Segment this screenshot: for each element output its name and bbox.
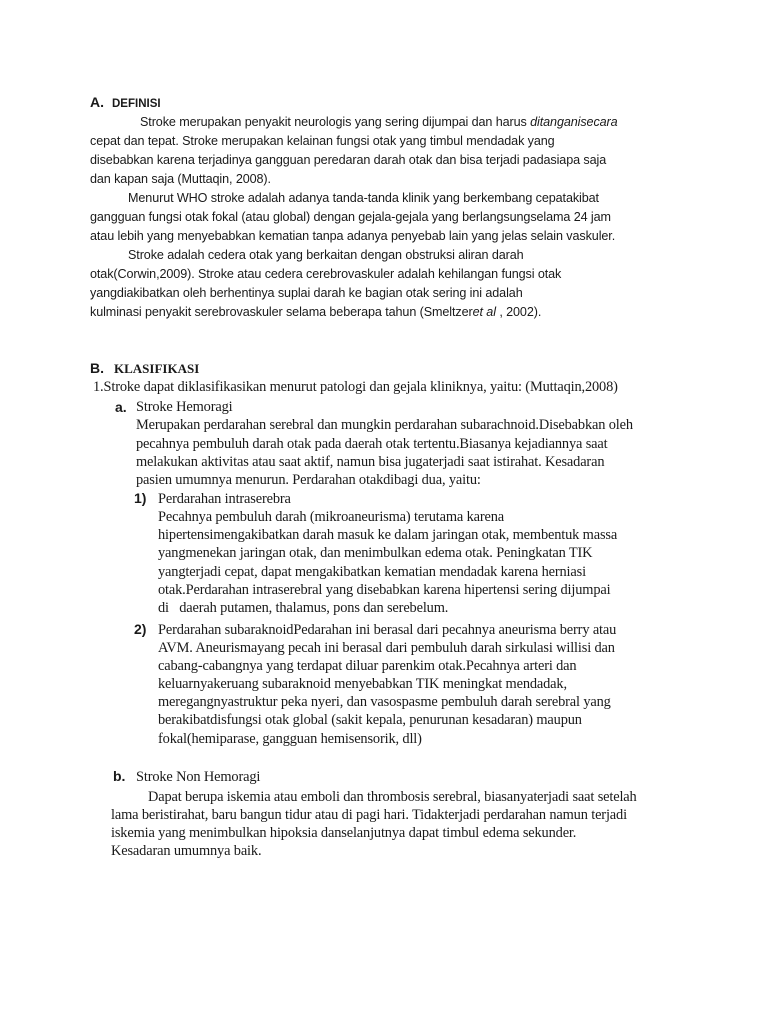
paragraph-line: otak.Perdarahan intraserebral yang disebabkan karena hipertensi sering dijumpai <box>158 582 611 598</box>
paragraph-line: di daerah putamen, thalamus, pons dan serebelum. <box>158 600 449 616</box>
classification-intro: 1.Stroke dapat diklasifikasikan menurut patologi dan gejala kliniknya, yaitu: (Muttaqin,2008) <box>93 379 618 395</box>
paragraph-line: Menurut WHO stroke adalah adanya tanda-tanda klinik yang berkembang cepatakibat <box>128 191 599 205</box>
item-b-heading <box>113 768 125 786</box>
paragraph-line: keluarnyakeruang subaraknoid menyebabkan TIK meningkat mendadak, <box>158 676 567 692</box>
paragraph-line: cabang-cabangnya yang terdapat diluar parenkim otak.Pecahnya arteri dan <box>158 658 577 674</box>
paragraph-line: melakukan aktivitas atau saat aktif, namun bisa jugaterjadi saat istirahat. Kesadaran <box>136 454 605 470</box>
section-b-letter: B. <box>90 360 104 376</box>
paragraph-line: atau lebih yang menyebabkan kematian tanpa adanya penyebab lain yang jelas selain vaskuler. <box>90 229 616 243</box>
text-run: Stroke merupakan penyakit neurologis yang sering dijumpai dan harus <box>140 115 531 129</box>
paragraph-line: yangdiakibatkan oleh berhentinya suplai darah ke bagian otak sering ini adalah <box>90 286 523 300</box>
item-b-marker: b. <box>113 768 126 784</box>
section-b-title: KLASIFIKASI <box>114 361 200 376</box>
sub-item-2-marker: 2) <box>134 621 147 637</box>
paragraph-line: cepat dan tepat. Stroke merupakan kelainan fungsi otak yang timbul mendadak yang <box>90 134 555 148</box>
sub-item-1-marker: 1) <box>134 490 147 506</box>
paragraph-line: yangterjadi cepat, dapat mengakibatkan kematian mendadak karena herniasi <box>158 564 586 580</box>
paragraph-line: gangguan fungsi otak fokal (atau global) dengan gejala-gejala yang berlangsungselama 24 jam <box>90 210 611 224</box>
section-a-title: DEFINISI <box>112 98 161 110</box>
paragraph-line: dan kapan saja (Muttaqin, 2008). <box>90 172 271 186</box>
sub-item-1-title: Perdarahan intraserebra <box>158 491 291 507</box>
paragraph-line <box>140 115 618 129</box>
item-b-title: Stroke Non Hemoragi <box>136 769 261 785</box>
sub-item-2-title: Perdarahan subaraknoidPedarahan ini berasal dari pecahnya aneurisma berry atau <box>158 622 617 638</box>
paragraph-line: AVM. Aneurismayang pecah ini berasal dari pembuluh darah sirkulasi willisi dan <box>158 640 615 656</box>
paragraph-line: fokal(hemiparase, gangguan hemisensorik, dll) <box>158 731 422 747</box>
text-run: , 2002). <box>495 305 542 319</box>
paragraph-line: iskemia yang menimbulkan hipoksia danselanjutnya dapat timbul edema sekunder. <box>111 825 577 841</box>
item-a-title: Stroke Hemoragi <box>136 399 233 415</box>
text-run: kulminasi penyakit serebrovaskuler selama beberapa tahun (Smeltzer <box>90 305 473 319</box>
paragraph-line: Pecahnya pembuluh darah (mikroaneurisma) terutama karena <box>158 509 505 525</box>
paragraph-line: Stroke adalah cedera otak yang berkaitan dengan obstruksi aliran darah <box>128 248 524 262</box>
section-a-heading <box>90 94 161 112</box>
paragraph-line: pecahnya pembuluh darah otak pada daerah otak tertentu.Biasanya kejadiannya saat <box>136 436 608 452</box>
paragraph-line: meregangnyastruktur peka nyeri, dan vasospasme pembuluh darah serebral yang <box>158 694 611 710</box>
paragraph-line: lama beristirahat, baru bangun tidur atau di pagi hari. Tidakterjadi perdarahan namun terjadi <box>111 807 627 823</box>
paragraph-line: Dapat berupa iskemia atau emboli dan thrombosis serebral, biasanyaterjadi saat setelah <box>148 789 637 805</box>
item-a-heading <box>115 399 127 417</box>
paragraph-line: disebabkan karena terjadinya gangguan peredaran darah otak dan bisa terjadi padasiapa saja <box>90 153 607 167</box>
section-b-heading <box>90 360 199 378</box>
paragraph-line: hipertensimengakibatkan darah masuk ke dalam jaringan otak, membentuk massa <box>158 527 618 543</box>
paragraph-line: Kesadaran umumnya baik. <box>111 843 262 859</box>
paragraph-line: yangmenekan jaringan otak, dan menimbulkan edema otak. Peningkatan TIK <box>158 545 593 561</box>
italic-run: ditanganisecara <box>530 115 618 129</box>
paragraph-line <box>90 305 541 319</box>
italic-run: et al <box>472 305 496 319</box>
paragraph-line: pasien umumnya menurun. Perdarahan otakdibagi dua, yaitu: <box>136 472 481 488</box>
paragraph-line: berakibatdisfungsi otak global (sakit kepala, penurunan kesadaran) maupun <box>158 712 582 728</box>
section-a-letter: A. <box>90 94 104 110</box>
item-a-marker: a. <box>115 399 127 415</box>
paragraph-line: Merupakan perdarahan serebral dan mungkin perdarahan subarachnoid.Disebabkan oleh <box>136 417 633 433</box>
paragraph-line: otak(Corwin,2009). Stroke atau cedera cerebrovaskuler adalah kehilangan fungsi otak <box>90 267 562 281</box>
